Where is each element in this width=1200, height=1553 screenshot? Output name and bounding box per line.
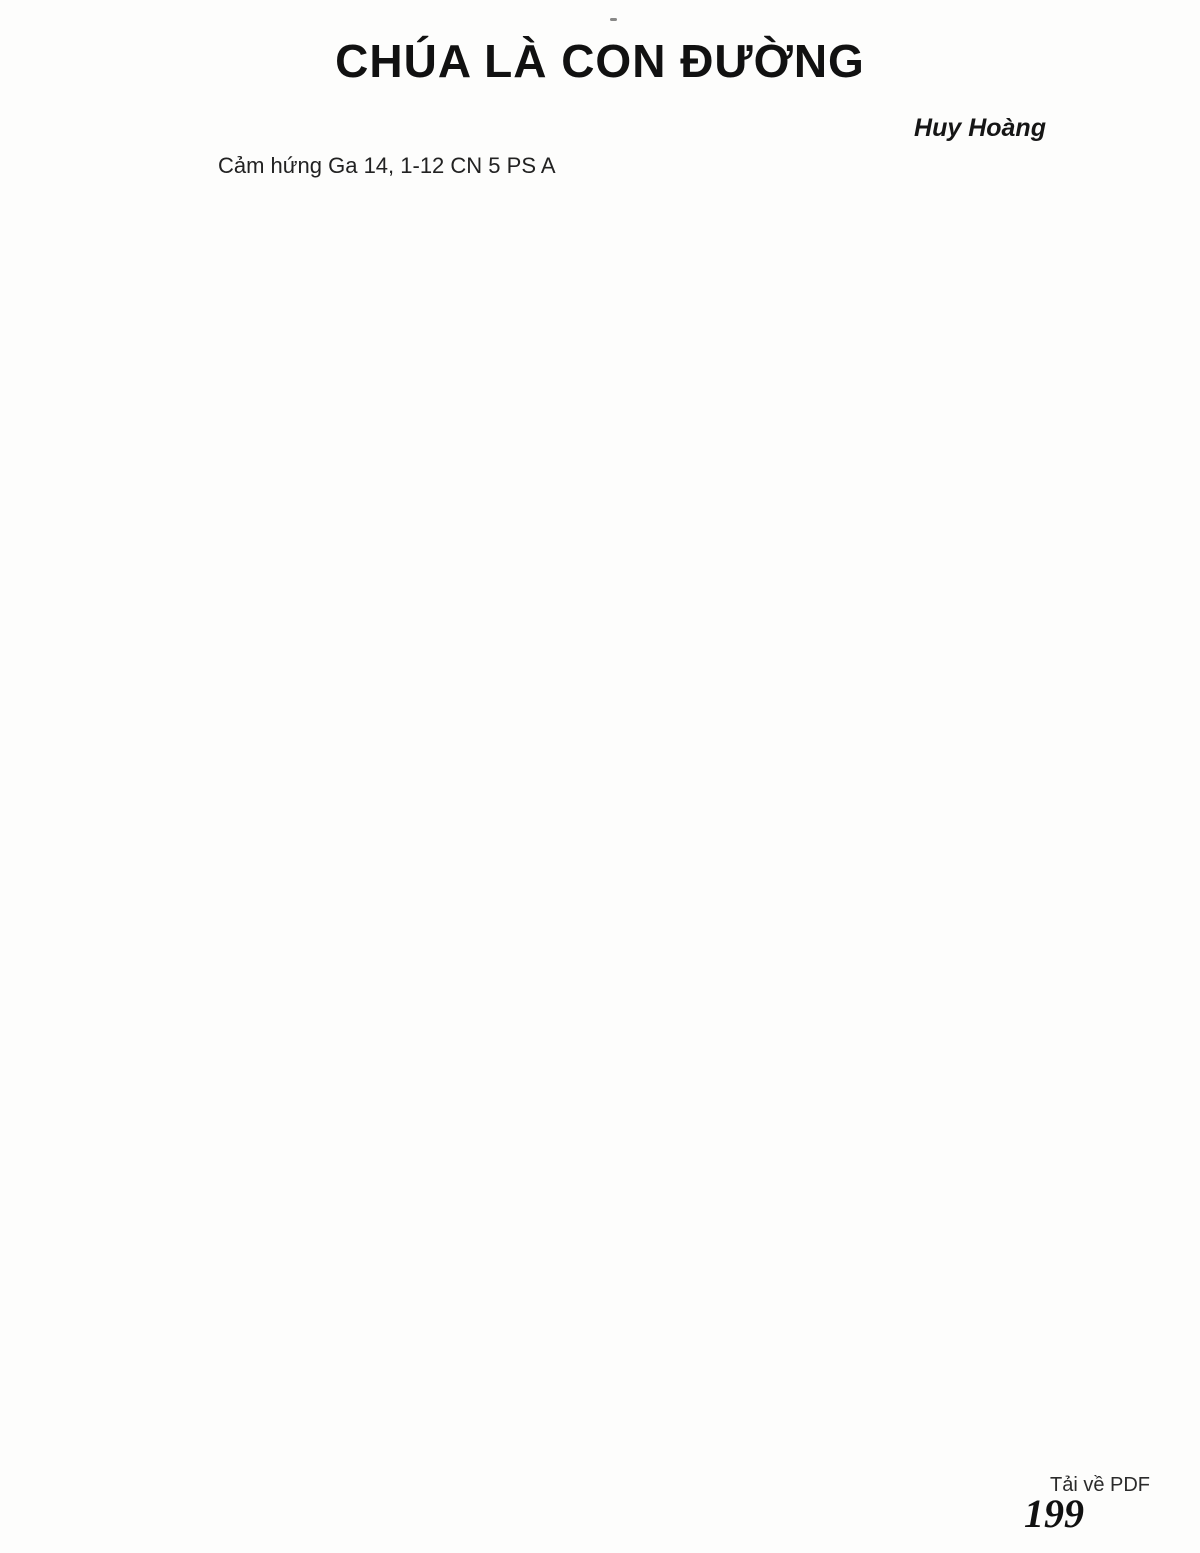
inspiration-caption: Cảm hứng Ga 14, 1-12 CN 5 PS A [218,153,556,178]
qr-code[interactable] [1037,1348,1162,1473]
song-title: CHÚA LÀ CON ĐƯỜNG [335,35,865,87]
composer-name: Huy Hoàng [914,114,1046,142]
page-number: 199 [1024,1491,1084,1536]
scan-speck [610,18,617,21]
qr-caption[interactable]: Tải về PDF [1049,1474,1151,1496]
